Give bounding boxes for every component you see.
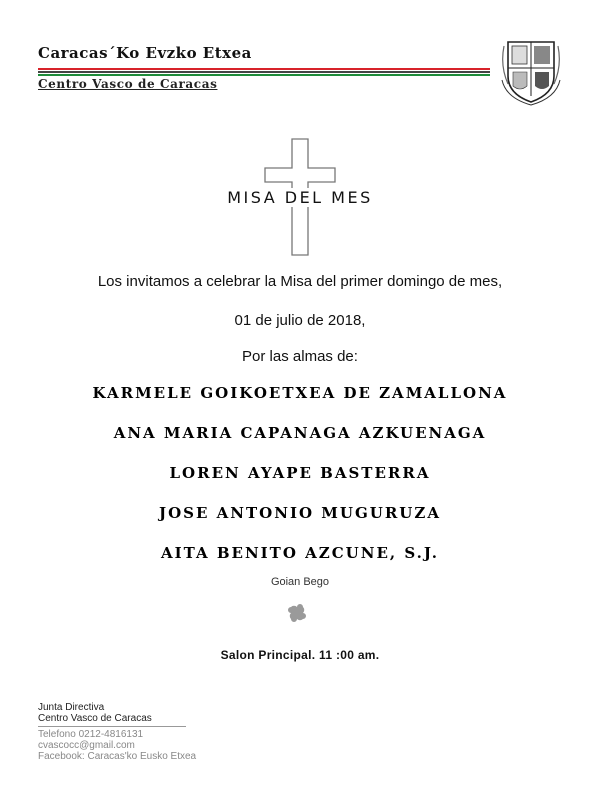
name-item: JOSE ANTONIO MUGURUZA: [159, 504, 441, 522]
name-item: ANA MARIA CAPANAGA AZKUENAGA: [113, 424, 487, 442]
green-divider: [38, 74, 490, 76]
organization-name: Caracas´Ko Evzko Etxea: [38, 44, 252, 62]
name-item: LOREN AYAPE BASTERRA: [169, 464, 431, 482]
closing-phrase: Goian Bego: [270, 576, 330, 588]
footer-facebook: Facebook: Caracas'ko Eusko Etxea: [38, 751, 197, 762]
footer-center: Centro Vasco de Caracas: [38, 713, 152, 724]
lauburu-icon: [284, 600, 310, 626]
mass-date: 01 de julio de 2018,: [234, 312, 366, 329]
souls-intro: Por las almas de:: [242, 348, 358, 365]
page-title: MISA DEL MES: [0, 188, 600, 207]
footer-phone: Telefono 0212-4816131: [38, 729, 144, 740]
name-item: AITA BENITO AZCUNE, S.J.: [160, 544, 440, 562]
footer-email: cvascocc@gmail.com: [38, 740, 135, 751]
coat-of-arms-icon: [500, 36, 562, 106]
footer-board: Junta Directiva: [38, 702, 105, 713]
name-item: KARMELE GOIKOETXEA DE ZAMALLONA: [92, 384, 508, 402]
footer-contact: [38, 702, 197, 762]
letterhead: [38, 44, 490, 94]
organization-subtitle: Centro Vasco de Caracas: [38, 77, 218, 91]
footer-divider: [38, 726, 186, 727]
invitation-text: Los invitamos a celebrar la Misa del primer domingo de mes,: [97, 273, 503, 290]
location-time: Salon Principal. 11 :00 am.: [220, 648, 380, 662]
red-divider: [38, 68, 490, 70]
names-list: [0, 380, 600, 580]
dark-divider: [38, 71, 490, 73]
